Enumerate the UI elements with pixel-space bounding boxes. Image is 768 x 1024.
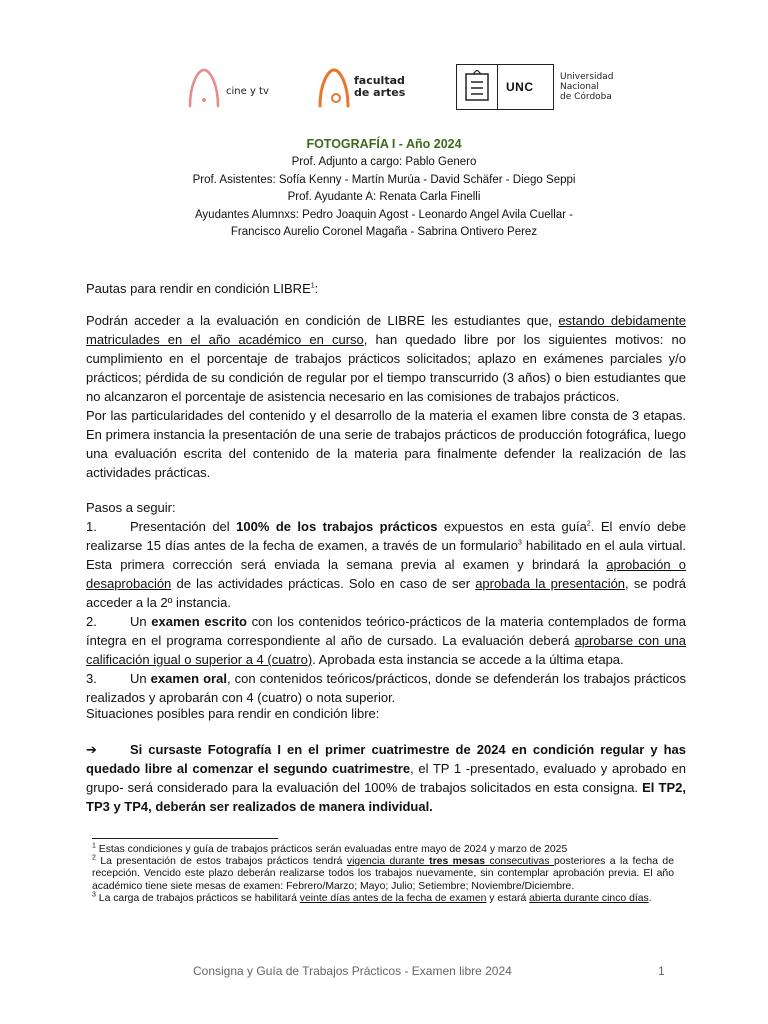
intro-paragraph-1 (86, 311, 686, 406)
steps-heading: Pasos a seguir: (86, 500, 176, 515)
footnote-3-number: 3 (92, 891, 96, 899)
page-footer: Consigna y Guía de Trabajos Prácticos - Examen libre 2024 (193, 964, 512, 978)
page-title: FOTOGRAFÍA I - Año 2024 (306, 137, 462, 151)
step-2-number: 2. (86, 614, 97, 629)
steps-section (86, 498, 686, 707)
footnote-divider (92, 838, 278, 839)
step-2-text-d: . Aprobada esta instancia se accede a la última etapa. (312, 652, 624, 667)
facultad-logo-text (354, 75, 405, 99)
intro-paragraph-2: Por las particularidades del contenido y el desarrollo de la materia el examen libre consta de 3 etapas. En primera instancia la presentación de una serie de trabajos prácticos de producción fotográfica, luego una evaluación escrita del contenido de la materia para finalmente defender la realización de las actividades prácticas. (86, 408, 686, 480)
step-1-underline-1: aprobación o desaprobación (86, 557, 686, 591)
unc-name-line2: Nacional (560, 82, 599, 92)
footnote-3-underline-1: veinte días antes de la fecha de examen (299, 892, 487, 904)
unc-acronym: UNC (506, 80, 534, 94)
facultad-de-artes-logo (316, 66, 405, 108)
footnote-3-underline-2: abierta durante cinco días (529, 892, 649, 904)
step-1-text-c: expuestos en esta guía (437, 519, 587, 534)
header-line-alumnxs-2: Francisco Aurelio Coronel Magaña - Sabrina Ontivero Perez (230, 226, 538, 238)
step-1 (86, 517, 686, 612)
pautas-heading (86, 279, 686, 298)
step-2-text-a: Un (130, 614, 152, 629)
step-1-text-f: de las actividades prácticas. Solo en caso de ser (171, 576, 476, 591)
footnote-3 (92, 893, 674, 905)
unc-name-line3: de Córdoba (560, 92, 612, 102)
footnote-2 (92, 856, 674, 893)
artes-arch-icon (316, 66, 352, 108)
situations-section (86, 704, 686, 816)
footnote-1-number: 1 (92, 842, 96, 850)
arrow-right-icon: ➔ (86, 742, 97, 757)
facultad-line2: de artes (354, 86, 406, 99)
intro-p1-text-b: , han quedado libre por los siguientes motivos: no cumplimiento en el porcentaje de trabajos prácticos solicitados; aplazo en exámenes parciales y/o prácticos; pérdida de su condición de regular por el tiempo transcurrido (3 años) o bien estudiantes que no alcanzaron el porcentaje de asistencia necesario en las comisiones de trabajos prácticos. (86, 332, 686, 404)
cine-logo-text: cine y tv (226, 85, 269, 97)
footnote-3-text-c: . (648, 892, 652, 904)
situation-bold-1: Si cursaste Fotografía I en el primer cuatrimestre de 2024 en condición regular y has quedado libre al comenzar el segundo cuatrimestre (86, 742, 686, 776)
header-line-asistentes: Prof. Asistentes: Sofía Kenny - Martín Murúa - David Schäfer - Diego Seppi (192, 173, 576, 186)
step-1-text-e: habilitado en el aula virtual. Esta primera corrección será enviada la semana previa al examen y brindará la (86, 538, 686, 572)
situation-text: , el TP 1 -presentado, evaluado y aprobado en grupo- será considerado para la evaluación del 100% de trabajos solicitados en esta consigna. (86, 761, 687, 795)
footnote-1 (92, 844, 674, 856)
step-1-number: 1. (86, 519, 97, 534)
footnote-2-underline-1: vigencia durante (346, 856, 430, 868)
step-2-underline: aprobarse con una calificación igual o superior a 4 (cuatro) (86, 633, 686, 667)
step-3-bold: examen oral (150, 671, 227, 686)
facultad-line1: facultad (354, 74, 405, 87)
footnote-3-text-b: y estará (486, 892, 530, 904)
situation-bold-2: El TP2, TP3 y TP4, deberán ser realizados de manera individual. (86, 780, 686, 814)
step-3-text-c: , con contenidos teóricos/prácticos, donde se defenderán los trabajos prácticos realizados y aprobarán con 4 (cuatro) o nota superior. (86, 671, 686, 705)
footnote-2-underline-2: consecutivas (485, 856, 554, 868)
footnote-2-text-a: La presentación de estos trabajos prácticos tendrá (95, 856, 347, 868)
cine-arch-icon (186, 66, 222, 108)
intro-p1-text-a: Podrán acceder a la evaluación en condición de LIBRE les estudiantes que, (86, 313, 559, 328)
unc-logo (456, 64, 614, 110)
step-1-text-d: . El envío debe realizarse 15 días antes de la fecha de examen, a través de un formulario (86, 519, 686, 553)
intro-p1-underline: estando debidamente matriculades en el año académico en curso (86, 313, 686, 347)
step-2 (86, 612, 686, 669)
footnote-2-number: 2 (92, 854, 96, 862)
step-3 (86, 669, 686, 707)
footnote-3-text-a: La carga de trabajos prácticos se habilitará (95, 892, 300, 904)
unc-logo-box (456, 64, 554, 110)
pautas-heading-text: Pautas para rendir en condición LIBRE (86, 281, 311, 296)
footnote-ref-1: 1 (310, 282, 315, 290)
unc-seal-icon (457, 65, 498, 109)
header-line-alumnxs-1: Ayudantes Alumnxs: Pedro Joaquin Agost - Leonardo Angel Avila Cuellar - (194, 208, 574, 221)
page-number: 1 (658, 964, 665, 978)
unc-name-line1: Universidad (560, 72, 614, 82)
step-3-text-a: Un (130, 671, 151, 686)
step-1-text-a: Presentación del (130, 519, 237, 534)
step-2-bold: examen escrito (151, 614, 247, 629)
step-2-text-c: con los contenidos teórico-prácticos de la materia contemplados de forma íntegra en el programa correspondiente al año de cursado. La evaluación deberá (86, 614, 686, 648)
step-1-text-g: , se podrá acceder a la 2º instancia. (86, 576, 686, 610)
situations-heading: Situaciones posibles para rendir en condición libre: (86, 706, 380, 721)
footnote-2-text-b: posteriores a la fecha de recepción. Vencido este plazo deberán realizarse todos los trabajos nuevamente, sin contemplar aprobación previa. El año académico tiene siete mesas de examen: Febrero/Marzo; Mayo; Julio; Setiembre; Noviembre/Diciembre. (92, 856, 674, 892)
header-line-adjunto: Prof. Adjunto a cargo: Pablo Genero (291, 156, 477, 168)
footnote-ref-2: 2 (586, 520, 591, 528)
logo-bar (0, 64, 768, 114)
pautas-heading-colon: : (314, 281, 319, 296)
situation-item (86, 740, 686, 816)
document-header (0, 134, 768, 242)
header-line-ayudante: Prof. Ayudante A: Renata Carla Finelli (287, 191, 481, 203)
step-1-bold: 100% de los trabajos prácticos (236, 519, 438, 534)
step-3-number: 3. (86, 671, 97, 686)
intro-section (86, 311, 686, 482)
step-1-underline-2: aprobada la presentación (475, 576, 626, 591)
footnote-1-text: Estas condiciones y guía de trabajos prácticos serán evaluadas entre mayo de 2024 y marzo de 2025 (95, 844, 568, 855)
footnotes (92, 844, 674, 905)
footnote-ref-3: 3 (517, 539, 522, 547)
footnote-2-underline-bold: tres mesas (429, 856, 486, 868)
unc-name (560, 72, 614, 102)
cine-y-tv-logo (186, 66, 269, 108)
